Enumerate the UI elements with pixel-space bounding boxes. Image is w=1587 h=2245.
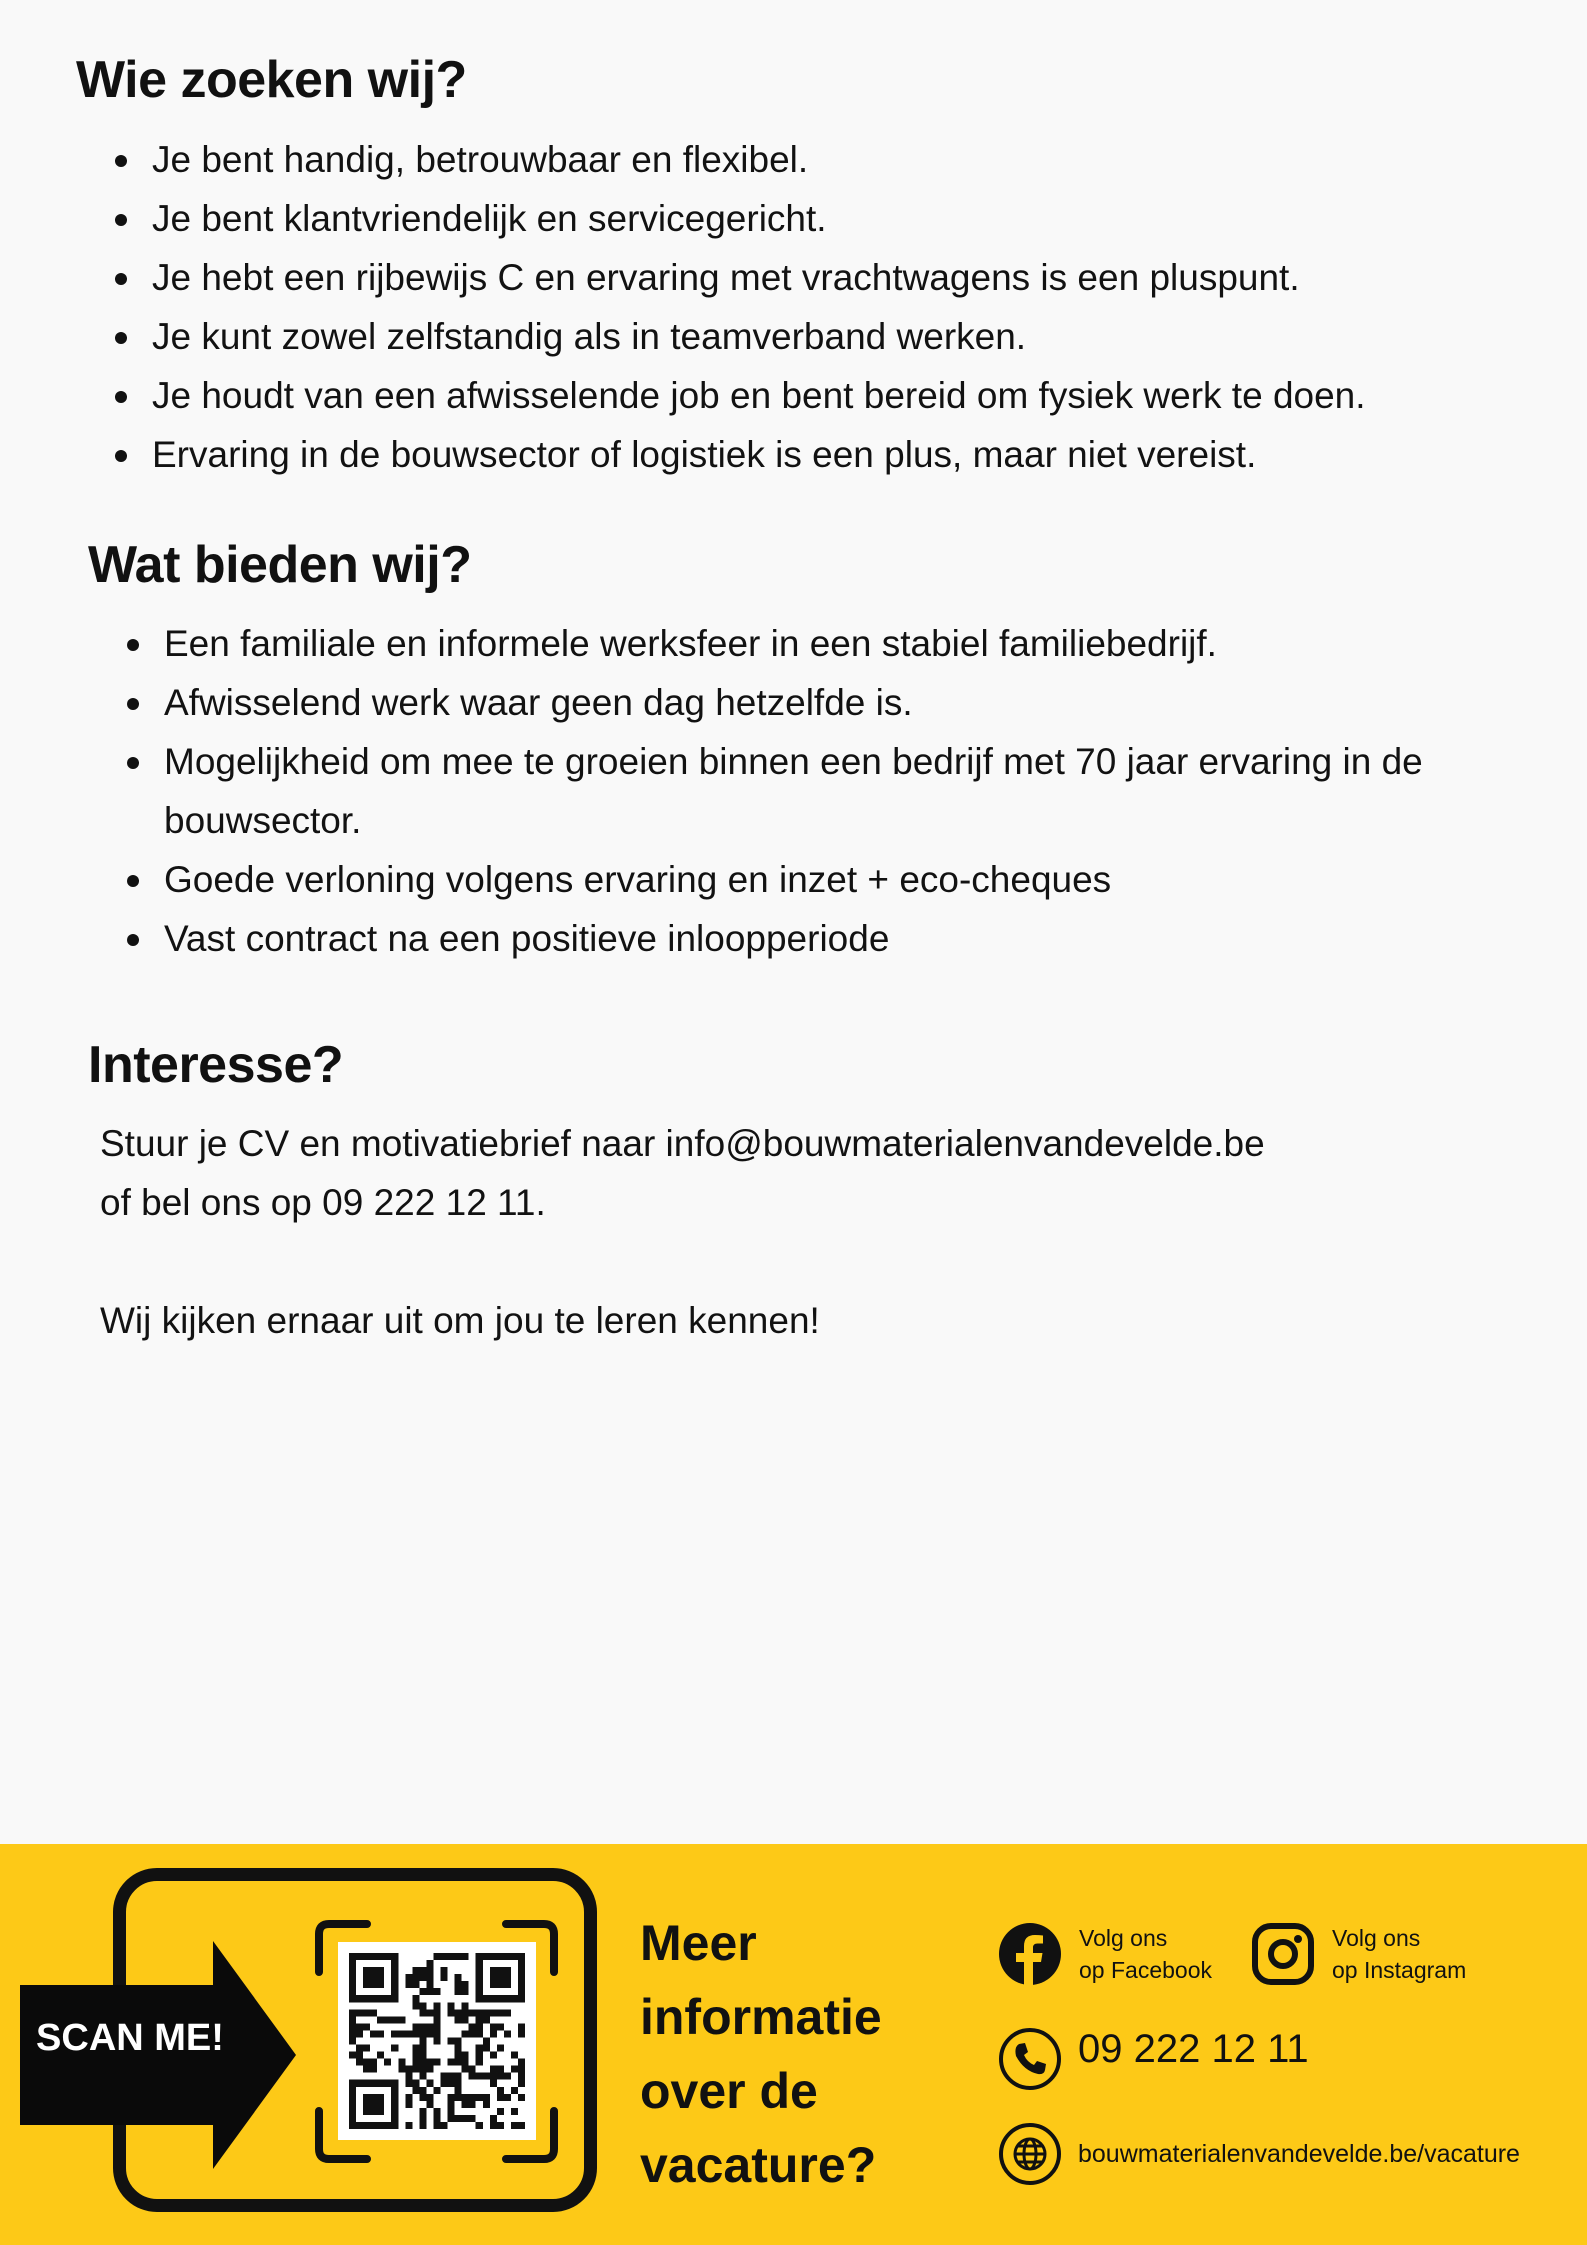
phone-icon[interactable]: [998, 2027, 1062, 2091]
website-link[interactable]: bouwmaterialenvandevelde.be/vacature: [1078, 2140, 1520, 2168]
list-item: Ervaring in de bouwsector of logistiek is een plus, maar niet vereist.: [112, 425, 1366, 484]
section-title-wat: Wat bieden wij?: [88, 536, 472, 594]
benefits-list: [124, 614, 1554, 968]
facebook-label[interactable]: [1079, 1922, 1212, 1986]
section-title-interesse: Interesse?: [88, 1036, 344, 1094]
headline-line: Meer: [640, 1915, 757, 1971]
instagram-label-line: op Instagram: [1332, 1957, 1467, 1983]
facebook-icon[interactable]: [998, 1922, 1062, 1986]
list-item: Mogelijkheid om mee te groeien binnen een bedrijf met 70 jaar ervaring in de bouwsector.: [124, 732, 1554, 850]
contact-line-1: Stuur je CV en motivatiebrief naar info@bouwmaterialenvandevelde.be: [100, 1123, 1265, 1164]
scan-me-label: SCAN ME!: [36, 2017, 224, 2059]
list-item: Je houdt van een afwisselende job en bent bereid om fysiek werk te doen.: [112, 366, 1366, 425]
instagram-icon[interactable]: [1251, 1922, 1315, 1986]
facebook-label-line: Volg ons: [1079, 1925, 1168, 1951]
headline-line: informatie: [640, 1989, 882, 2045]
headline: [640, 1906, 960, 2202]
list-item: Goede verloning volgens ervaring en inzet + eco-cheques: [124, 850, 1554, 909]
phone-number[interactable]: 09 222 12 11: [1078, 2027, 1309, 2071]
qr-code[interactable]: [349, 1953, 525, 2129]
list-item: Je kunt zowel zelfstandig als in teamverband werken.: [112, 307, 1366, 366]
globe-icon[interactable]: [998, 2122, 1062, 2186]
list-item: Vast contract na een positieve inloopperiode: [124, 909, 1554, 968]
section-title-wie: Wie zoeken wij?: [76, 51, 467, 109]
list-item: Je bent handig, betrouwbaar en flexibel.: [112, 130, 1366, 189]
instagram-label-line: Volg ons: [1332, 1925, 1421, 1951]
instagram-label[interactable]: [1332, 1922, 1466, 1986]
list-item: Je hebt een rijbewijs C en ervaring met vrachtwagens is een pluspunt.: [112, 248, 1366, 307]
facebook-label-line: op Facebook: [1079, 1957, 1212, 1983]
list-item: Afwisselend werk waar geen dag hetzelfde is.: [124, 673, 1554, 732]
headline-line: vacature?: [640, 2137, 877, 2193]
list-item: Je bent klantvriendelijk en servicegericht.: [112, 189, 1366, 248]
list-item: Een familiale en informele werksfeer in een stabiel familiebedrijf.: [124, 614, 1554, 673]
headline-line: over de: [640, 2063, 818, 2119]
footer-band: [0, 1844, 1587, 2245]
requirements-list: [112, 130, 1366, 484]
closing-line: Wij kijken ernaar uit om jou te leren kennen!: [100, 1300, 820, 1341]
contact-line-2: of bel ons op 09 222 12 11.: [100, 1182, 546, 1223]
